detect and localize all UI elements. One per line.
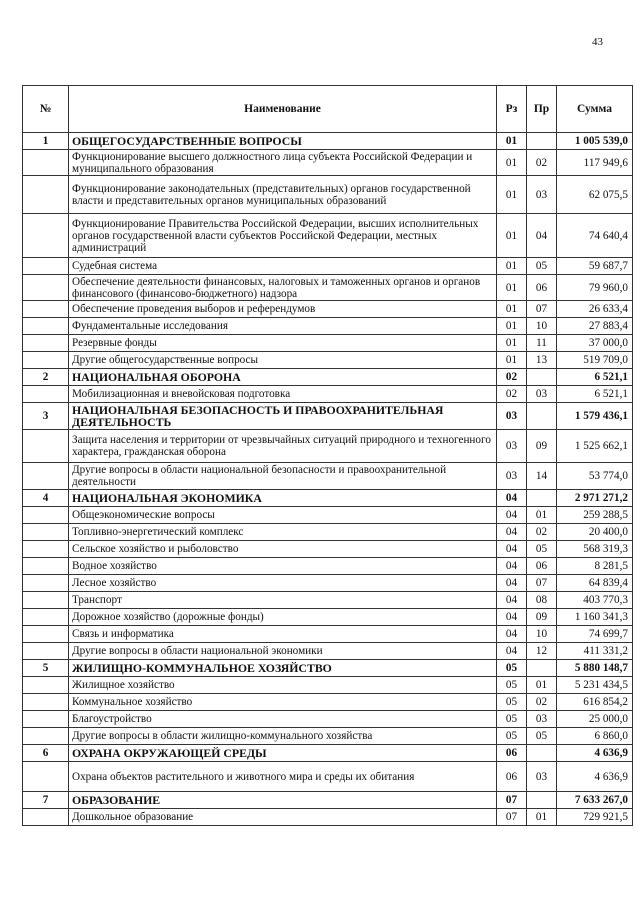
cell-rz: 06 [497, 745, 527, 762]
cell-sum: 4 636,9 [557, 745, 633, 762]
cell-rz: 04 [497, 490, 527, 507]
table-row [23, 809, 633, 826]
cell-pr: 04 [527, 214, 557, 258]
cell-no [23, 507, 69, 524]
budget-table [22, 85, 633, 826]
cell-rz: 02 [497, 369, 527, 386]
cell-name: Другие вопросы в области национальной безопасности и правоохранительной деятельности [69, 463, 497, 490]
cell-pr [527, 133, 557, 150]
cell-pr: 01 [527, 507, 557, 524]
cell-sum: 1 525 662,1 [557, 430, 633, 463]
cell-pr [527, 369, 557, 386]
cell-name: ОХРАНА ОКРУЖАЮЩЕЙ СРЕДЫ [69, 745, 497, 762]
cell-pr [527, 403, 557, 430]
cell-sum: 729 921,5 [557, 809, 633, 826]
header-sum: Сумма [557, 86, 633, 133]
table-row [23, 592, 633, 609]
cell-rz: 01 [497, 150, 527, 176]
cell-sum: 7 633 267,0 [557, 792, 633, 809]
page-number: 43 [592, 36, 603, 48]
cell-pr: 13 [527, 352, 557, 369]
cell-pr: 02 [527, 694, 557, 711]
cell-rz: 04 [497, 575, 527, 592]
cell-name: Транспорт [69, 592, 497, 609]
cell-name: Связь и информатика [69, 626, 497, 643]
cell-name: Функционирование законодательных (представительных) органов государственной власти и представительных органов муниципальных образований [69, 176, 497, 214]
table-row [23, 430, 633, 463]
cell-rz: 04 [497, 592, 527, 609]
table-row [23, 541, 633, 558]
cell-rz: 04 [497, 643, 527, 660]
cell-rz: 01 [497, 301, 527, 318]
cell-name: Топливно-энергетический комплекс [69, 524, 497, 541]
cell-rz: 04 [497, 626, 527, 643]
cell-no [23, 643, 69, 660]
cell-name: Дорожное хозяйство (дорожные фонды) [69, 609, 497, 626]
cell-sum: 117 949,6 [557, 150, 633, 176]
cell-pr: 05 [527, 541, 557, 558]
section-row [23, 490, 633, 507]
cell-rz: 04 [497, 609, 527, 626]
header-name: Наименование [69, 86, 497, 133]
cell-pr: 01 [527, 809, 557, 826]
cell-no [23, 301, 69, 318]
cell-name: Сельское хозяйство и рыболовство [69, 541, 497, 558]
cell-name: Резервные фонды [69, 335, 497, 352]
cell-no [23, 352, 69, 369]
cell-rz: 02 [497, 386, 527, 403]
cell-name: Дошкольное образование [69, 809, 497, 826]
cell-no [23, 430, 69, 463]
cell-no [23, 318, 69, 335]
cell-no: 5 [23, 660, 69, 677]
cell-name: Жилищное хозяйство [69, 677, 497, 694]
cell-rz: 01 [497, 318, 527, 335]
cell-pr [527, 792, 557, 809]
cell-rz: 01 [497, 133, 527, 150]
cell-sum: 259 288,5 [557, 507, 633, 524]
cell-no [23, 677, 69, 694]
cell-name: Обеспечение деятельности финансовых, налоговых и таможенных органов и органов финансового (финансово-бюджетного) надзора [69, 275, 497, 301]
cell-rz: 03 [497, 430, 527, 463]
cell-name: Другие вопросы в области национальной экономики [69, 643, 497, 660]
table-row [23, 301, 633, 318]
cell-no [23, 275, 69, 301]
cell-no [23, 541, 69, 558]
cell-pr: 06 [527, 558, 557, 575]
section-row [23, 133, 633, 150]
cell-sum: 519 709,0 [557, 352, 633, 369]
cell-pr: 01 [527, 677, 557, 694]
cell-no [23, 575, 69, 592]
cell-sum: 64 839,4 [557, 575, 633, 592]
table-row [23, 352, 633, 369]
table-row [23, 386, 633, 403]
cell-rz: 04 [497, 524, 527, 541]
table-row [23, 575, 633, 592]
cell-sum: 2 971 271,2 [557, 490, 633, 507]
cell-pr [527, 660, 557, 677]
table-row [23, 609, 633, 626]
cell-rz: 05 [497, 711, 527, 728]
cell-name: Коммунальное хозяйство [69, 694, 497, 711]
header-rz: Рз [497, 86, 527, 133]
cell-no [23, 592, 69, 609]
cell-no [23, 386, 69, 403]
cell-rz: 07 [497, 809, 527, 826]
cell-rz: 03 [497, 403, 527, 430]
cell-pr: 10 [527, 318, 557, 335]
cell-name: Функционирование высшего должностного лица субъекта Российской Федерации и муниципального образования [69, 150, 497, 176]
cell-sum: 27 883,4 [557, 318, 633, 335]
cell-name: Благоустройство [69, 711, 497, 728]
table-header-row [23, 86, 633, 133]
cell-pr: 07 [527, 575, 557, 592]
cell-no: 3 [23, 403, 69, 430]
cell-rz: 05 [497, 694, 527, 711]
cell-name: НАЦИОНАЛЬНАЯ ОБОРОНА [69, 369, 497, 386]
table-row [23, 258, 633, 275]
cell-rz: 05 [497, 660, 527, 677]
cell-pr: 09 [527, 609, 557, 626]
cell-sum: 4 636,9 [557, 762, 633, 792]
table-row [23, 214, 633, 258]
cell-sum: 6 860,0 [557, 728, 633, 745]
cell-name: Функционирование Правительства Российской Федерации, высших исполнительных органов государственной власти субъектов Российской Федерации, местных администраций [69, 214, 497, 258]
cell-sum: 6 521,1 [557, 369, 633, 386]
cell-rz: 01 [497, 258, 527, 275]
cell-no: 2 [23, 369, 69, 386]
cell-pr: 05 [527, 728, 557, 745]
cell-rz: 01 [497, 352, 527, 369]
cell-pr [527, 745, 557, 762]
cell-name: Мобилизационная и вневойсковая подготовка [69, 386, 497, 403]
cell-pr: 06 [527, 275, 557, 301]
cell-name: Судебная система [69, 258, 497, 275]
cell-sum: 568 319,3 [557, 541, 633, 558]
section-row [23, 369, 633, 386]
cell-rz: 01 [497, 176, 527, 214]
table-row [23, 275, 633, 301]
cell-no: 6 [23, 745, 69, 762]
cell-name: НАЦИОНАЛЬНАЯ БЕЗОПАСНОСТЬ И ПРАВООХРАНИТЕЛЬНАЯ ДЕЯТЕЛЬНОСТЬ [69, 403, 497, 430]
cell-rz: 07 [497, 792, 527, 809]
cell-name: ЖИЛИЩНО-КОММУНАЛЬНОЕ ХОЗЯЙСТВО [69, 660, 497, 677]
table-row [23, 762, 633, 792]
table-row [23, 507, 633, 524]
cell-name: Лесное хозяйство [69, 575, 497, 592]
table-row [23, 150, 633, 176]
table-row [23, 524, 633, 541]
cell-pr: 03 [527, 762, 557, 792]
cell-pr: 03 [527, 386, 557, 403]
cell-rz: 03 [497, 463, 527, 490]
cell-sum: 1 160 341,3 [557, 609, 633, 626]
cell-name: Другие вопросы в области жилищно-коммунального хозяйства [69, 728, 497, 745]
cell-name: Обеспечение проведения выборов и референдумов [69, 301, 497, 318]
table-row [23, 677, 633, 694]
cell-rz: 04 [497, 507, 527, 524]
cell-no [23, 176, 69, 214]
cell-sum: 20 400,0 [557, 524, 633, 541]
table-row [23, 694, 633, 711]
cell-rz: 01 [497, 275, 527, 301]
cell-pr: 03 [527, 711, 557, 728]
cell-name: ОБЩЕГОСУДАРСТВЕННЫЕ ВОПРОСЫ [69, 133, 497, 150]
cell-name: Другие общегосударственные вопросы [69, 352, 497, 369]
cell-no [23, 258, 69, 275]
table-row [23, 176, 633, 214]
cell-sum: 25 000,0 [557, 711, 633, 728]
cell-name: Фундаментальные исследования [69, 318, 497, 335]
cell-rz: 04 [497, 558, 527, 575]
cell-pr: 02 [527, 524, 557, 541]
cell-sum: 5 880 148,7 [557, 660, 633, 677]
cell-no: 1 [23, 133, 69, 150]
cell-sum: 37 000,0 [557, 335, 633, 352]
cell-name: НАЦИОНАЛЬНАЯ ЭКОНОМИКА [69, 490, 497, 507]
section-row [23, 403, 633, 430]
cell-no [23, 762, 69, 792]
table-row [23, 643, 633, 660]
cell-no [23, 694, 69, 711]
cell-rz: 05 [497, 677, 527, 694]
cell-rz: 06 [497, 762, 527, 792]
cell-pr: 03 [527, 176, 557, 214]
cell-rz: 05 [497, 728, 527, 745]
table-row [23, 558, 633, 575]
cell-sum: 26 633,4 [557, 301, 633, 318]
cell-sum: 8 281,5 [557, 558, 633, 575]
cell-no [23, 609, 69, 626]
cell-no [23, 335, 69, 352]
cell-sum: 62 075,5 [557, 176, 633, 214]
cell-name: Водное хозяйство [69, 558, 497, 575]
cell-pr: 07 [527, 301, 557, 318]
table-body [23, 133, 633, 826]
cell-no: 4 [23, 490, 69, 507]
cell-no [23, 524, 69, 541]
section-row [23, 792, 633, 809]
cell-name: Общеэкономические вопросы [69, 507, 497, 524]
cell-sum: 403 770,3 [557, 592, 633, 609]
cell-sum: 53 774,0 [557, 463, 633, 490]
header-pr: Пр [527, 86, 557, 133]
section-row [23, 745, 633, 762]
cell-sum: 74 699,7 [557, 626, 633, 643]
cell-pr [527, 490, 557, 507]
cell-pr: 12 [527, 643, 557, 660]
cell-no [23, 463, 69, 490]
table-row [23, 728, 633, 745]
cell-sum: 74 640,4 [557, 214, 633, 258]
cell-sum: 79 960,0 [557, 275, 633, 301]
cell-rz: 04 [497, 541, 527, 558]
cell-sum: 411 331,2 [557, 643, 633, 660]
cell-pr: 11 [527, 335, 557, 352]
cell-rz: 01 [497, 214, 527, 258]
cell-pr: 10 [527, 626, 557, 643]
cell-sum: 6 521,1 [557, 386, 633, 403]
cell-pr: 14 [527, 463, 557, 490]
cell-no [23, 558, 69, 575]
cell-sum: 59 687,7 [557, 258, 633, 275]
table-row [23, 335, 633, 352]
cell-sum: 1 579 436,1 [557, 403, 633, 430]
cell-no [23, 728, 69, 745]
cell-sum: 1 005 539,0 [557, 133, 633, 150]
cell-name: Охрана объектов растительного и животного мира и среды их обитания [69, 762, 497, 792]
cell-sum: 5 231 434,5 [557, 677, 633, 694]
section-row [23, 660, 633, 677]
header-no: № [23, 86, 69, 133]
cell-pr: 09 [527, 430, 557, 463]
cell-rz: 01 [497, 335, 527, 352]
cell-sum: 616 854,2 [557, 694, 633, 711]
cell-name: Защита населения и территории от чрезвычайных ситуаций природного и техногенного характера, гражданская оборона [69, 430, 497, 463]
cell-no [23, 809, 69, 826]
table-row [23, 626, 633, 643]
table-row [23, 463, 633, 490]
cell-pr: 05 [527, 258, 557, 275]
cell-name: ОБРАЗОВАНИЕ [69, 792, 497, 809]
cell-no [23, 626, 69, 643]
cell-pr: 02 [527, 150, 557, 176]
cell-no: 7 [23, 792, 69, 809]
cell-no [23, 150, 69, 176]
table-row [23, 711, 633, 728]
cell-no [23, 711, 69, 728]
cell-no [23, 214, 69, 258]
cell-pr: 08 [527, 592, 557, 609]
table-row [23, 318, 633, 335]
